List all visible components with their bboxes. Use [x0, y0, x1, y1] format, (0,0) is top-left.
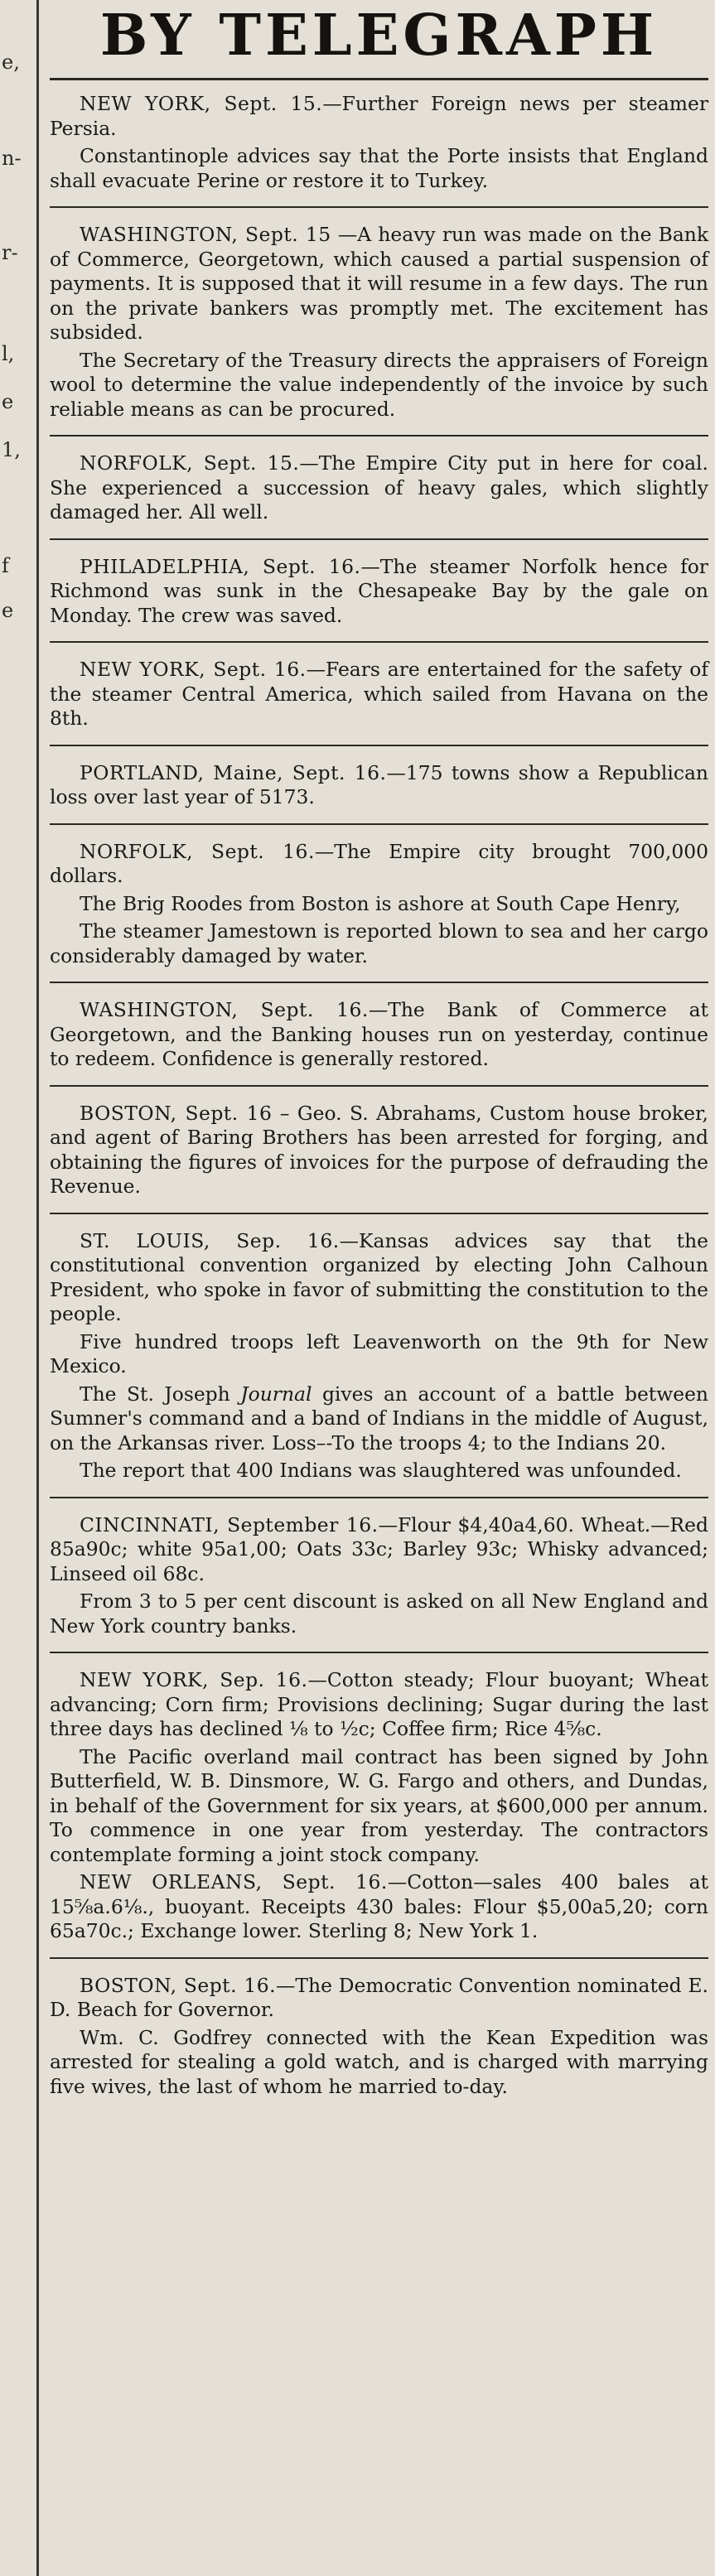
paragraph-text: —The steamer Norfolk hence for Richmond was sunk in the Chesapeake Bay by the gale on Monday. The crew was saved. [50, 554, 708, 627]
news-item [50, 658, 708, 731]
news-paragraph [50, 1668, 708, 1742]
margin-fragment: e [2, 600, 14, 621]
news-paragraph [50, 1229, 708, 1327]
news-paragraph [50, 998, 708, 1072]
paragraph-text: —The Empire city brought 700,000 dollars. [50, 839, 708, 887]
paragraph-text: Constantinople advices say that the Porte insists that England shall evacuate Perine or restore it to Turkey. [50, 144, 708, 192]
margin-fragment: n- [2, 147, 22, 169]
paragraph-text: —Cotton steady; Flour buoyant; Wheat advancing; Corn firm; Provisions declining; Sugar during the last three days has declined ⅛ to ½c; Coffee firm; Rice 4⅝c. [50, 1668, 708, 1740]
news-paragraph [50, 555, 708, 629]
dateline: PORTLAND, Maine, Sept. 16. [80, 760, 387, 784]
news-item [50, 1513, 708, 1639]
story-divider [50, 641, 708, 643]
news-paragraph [50, 840, 708, 889]
dateline: NEW ORLEANS, Sept. 16. [80, 1870, 388, 1893]
news-item [50, 1102, 708, 1199]
news-paragraph [50, 144, 708, 193]
news-item [50, 1668, 708, 1944]
news-item [50, 1974, 708, 2100]
paragraph-text: The St. Joseph Journal gives an account of a battle between Sumner's command and a band of Indians in the middle of August, on the Arkansas river. Loss–-To the troops 4; to the Indians 20. [50, 1382, 708, 1454]
news-paragraph [50, 1974, 708, 2023]
margin-fragment: e [2, 391, 14, 412]
story-divider [50, 1957, 708, 1959]
news-paragraph [50, 1513, 708, 1587]
news-paragraph [50, 349, 708, 422]
dateline: BOSTON, Sept. 16. [80, 1973, 277, 1997]
paragraph-text: —The Empire City put in here for coal. She experienced a succession of heavy gales, which slightly damaged her. All well. [50, 451, 708, 523]
dateline: WASHINGTON, Sept. 16. [80, 998, 369, 1021]
paragraph-text: – Geo. S. Abrahams, Custom house broker, and agent of Baring Brothers has been arrested for forging, and obtaining the figures of invoices for the purpose of defrauding the Revenue. [50, 1101, 708, 1198]
news-paragraph [50, 1382, 708, 1456]
paragraph-text: —The Democratic Convention nominated E. D. Beach for Governor. [50, 1973, 708, 2021]
news-item [50, 998, 708, 1072]
dateline: NEW YORK, Sept. 15. [80, 92, 323, 115]
news-paragraph [50, 919, 708, 968]
margin-fragment: l, [2, 343, 15, 364]
story-divider [50, 206, 708, 208]
news-item [50, 1229, 708, 1483]
dateline: WASHINGTON, Sept. 15 [80, 223, 331, 246]
story-divider [50, 1213, 708, 1214]
news-item [50, 451, 708, 525]
paragraph-text: —175 towns show a Republican loss over last year of 5173. [50, 760, 708, 808]
margin-fragment: r- [2, 242, 18, 263]
news-paragraph [50, 223, 708, 345]
news-item [50, 555, 708, 629]
news-item [50, 761, 708, 810]
paragraph-text: From 3 to 5 per cent discount is asked on all New England and New York country banks. [50, 1589, 708, 1638]
dateline: CINCINNATI, September 16. [80, 1512, 379, 1536]
dateline: NORFOLK, Sept. 15. [80, 451, 300, 475]
story-divider [50, 1497, 708, 1498]
margin-fragment: f [2, 555, 9, 576]
dateline: ST. LOUIS, Sep. 16. [80, 1228, 340, 1252]
story-divider [50, 982, 708, 983]
paragraph-text: —Flour $4,40a4,60. Wheat.—Red 85a90c; white 95a1,00; Oats 33c; Barley 93c; Whisky advanced; Linseed oil 68c. [50, 1512, 708, 1585]
paragraph-text: —A heavy run was made on the Bank of Commerce, Georgetown, which caused a partial suspension of payments. It is supposed that it will resume in a few days. The run on the private bankers was promptly met. The excitement has subsided. [50, 223, 708, 344]
news-paragraph [50, 761, 708, 810]
paragraph-text: The report that 400 Indians was slaughtered was unfounded. [80, 1459, 682, 1482]
dateline: NEW YORK, Sep. 16. [80, 1668, 308, 1691]
news-paragraph [50, 1330, 708, 1379]
paragraph-text: The Secretary of the Treasury directs the appraisers of Foreign wool to determine the value independently of the invoice by such reliable means as can be procured. [50, 348, 708, 421]
dateline: NEW YORK, Sept. 16. [80, 658, 307, 681]
story-divider [50, 538, 708, 540]
masthead: BY TELEGRAPH [99, 2, 659, 69]
story-divider [50, 823, 708, 825]
story-divider [50, 745, 708, 746]
margin-fragment: 1, [2, 439, 21, 461]
paragraph-text: —Cotton—sales 400 bales at 15⅝a.6⅛., buoyant. Receipts 430 bales: Flour $5,00a5,20; corn 65a70c.; Exchange lower. Sterling 8; New York 1. [50, 1870, 708, 1942]
paragraph-text: —The Bank of Commerce at Georgetown, and the Banking houses run on yesterday, continue to redeem. Confidence is generally restored. [50, 998, 708, 1070]
paragraph-text: —Fears are entertained for the safety of the steamer Central America, which sailed from Havana on the 8th. [50, 658, 708, 730]
paragraph-text: Five hundred troops left Leavenworth on the 9th for New Mexico. [50, 1329, 708, 1377]
story-divider [50, 1085, 708, 1087]
news-paragraph [50, 2026, 708, 2100]
news-paragraph [50, 1459, 708, 1483]
news-paragraph [50, 1870, 708, 1944]
paragraph-text: The Pacific overland mail contract has been signed by John Butterfield, W. B. Dinsmore, W. G. Fargo and others, and Dundas, in behalf of the Government for six years, at $600,000 per annum. To commence in one year from yesterday. The contractors contemplate forming a joint stock company. [50, 1744, 708, 1866]
story-divider [50, 1652, 708, 1653]
paragraph-text: The steamer Jamestown is reported blown to sea and her cargo considerably damaged by water. [50, 919, 708, 967]
dateline: PHILADELPHIA, Sept. 16. [80, 554, 361, 578]
dateline: NORFOLK, Sept. 16. [80, 839, 315, 863]
news-paragraph [50, 1589, 708, 1638]
paragraph-text: —Further Foreign news per steamer Persia. [50, 92, 708, 140]
telegraph-column [50, 0, 708, 2099]
news-item [50, 223, 708, 422]
news-item [50, 92, 708, 193]
news-paragraph [50, 658, 708, 731]
news-paragraph [50, 892, 708, 917]
dateline: BOSTON, Sept. 16 [80, 1101, 273, 1125]
paragraph-text: The Brig Roodes from Boston is ashore at South Cape Henry, [80, 891, 681, 915]
paragraph-text: —Kansas advices say that the constitutional convention organized by electing John Calhoun President, who spoke in favor of submitting the constitution to the people. [50, 1228, 708, 1325]
news-paragraph [50, 92, 708, 141]
story-divider [50, 435, 708, 437]
masthead-rule [50, 78, 708, 80]
column-rule-left [36, 0, 39, 2576]
story-list [50, 92, 708, 2099]
margin-fragment: e, [2, 51, 20, 73]
paragraph-text: Wm. C. Godfrey connected with the Kean Expedition was arrested for stealing a gold watch, and is charged with marrying five wives, the last of whom he married to-day. [50, 2025, 708, 2098]
news-paragraph [50, 1102, 708, 1199]
news-paragraph [50, 451, 708, 525]
news-item [50, 840, 708, 969]
news-paragraph [50, 1745, 708, 1868]
